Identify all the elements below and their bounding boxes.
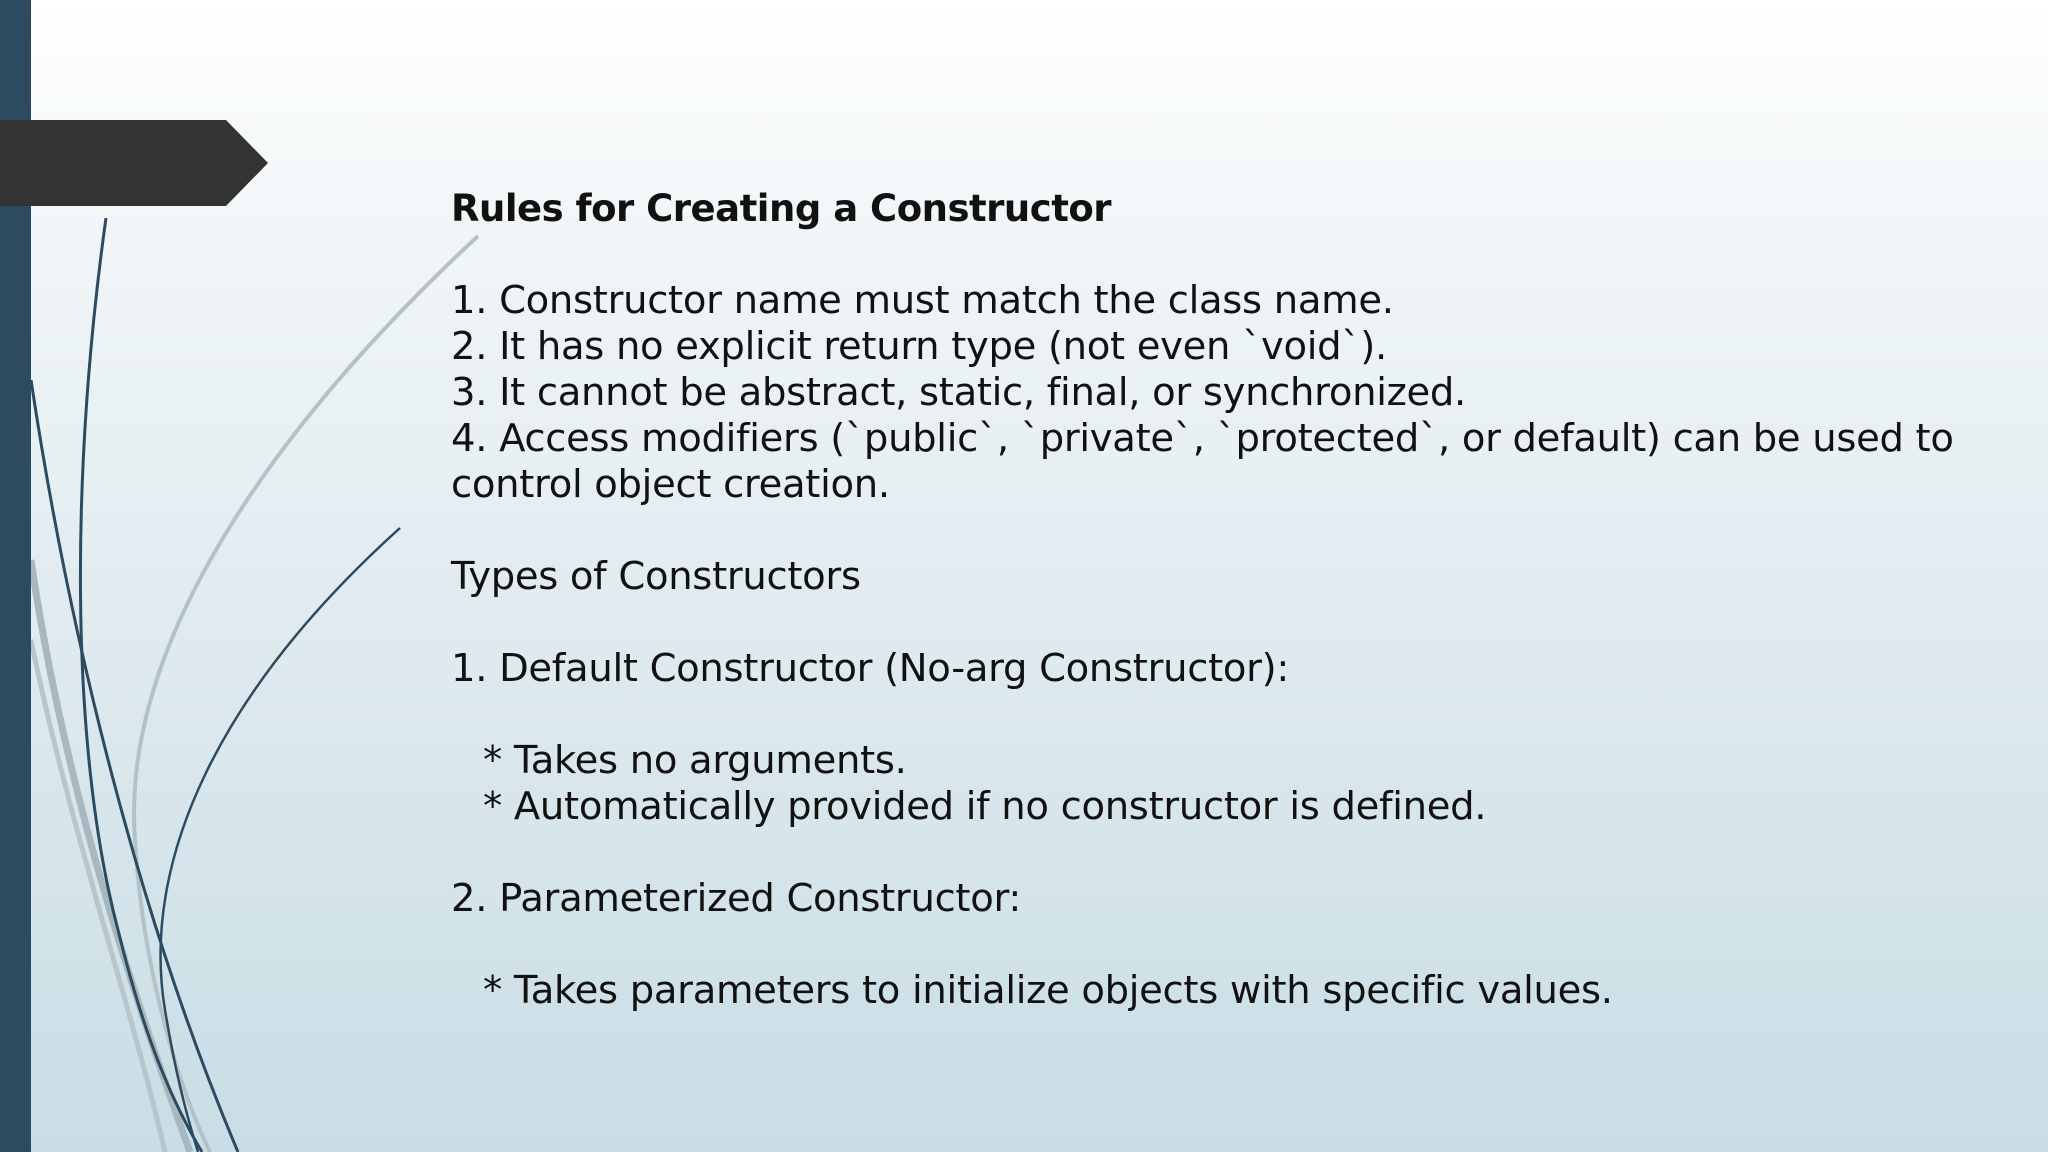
spacer [451,508,1971,554]
bullet-item: * Takes no arguments. [483,738,907,783]
rule-item: 4. Access modifiers (`public`, `private`, `protected`, or default) can be used to control object creation. [451,416,1954,507]
spacer [451,922,1971,968]
spacer [451,600,1971,646]
rule-item: 1. Constructor name must match the class name. [451,278,1394,323]
bullet-item: * Automatically provided if no constructor is defined. [483,784,1487,829]
spacer [451,830,1971,876]
bullet-item: * Takes parameters to initialize objects with specific values. [483,968,1613,1013]
rule-item: 2. It has no explicit return type (not even `void`). [451,324,1387,369]
types-heading: Types of Constructors [451,554,861,599]
swoosh-dark-3 [161,528,400,1152]
default-constructor-heading: 1. Default Constructor (No-arg Constructor): [451,646,1290,691]
parameterized-constructor-heading: 2. Parameterized Constructor: [451,876,1022,921]
slide-body [451,186,1971,1014]
spacer [451,692,1971,738]
title-arrow-tab [0,120,270,206]
spacer [451,232,1971,278]
rule-item: 3. It cannot be abstract, static, final, or synchronized. [451,370,1466,415]
slide-title: Rules for Creating a Constructor [451,187,1112,230]
